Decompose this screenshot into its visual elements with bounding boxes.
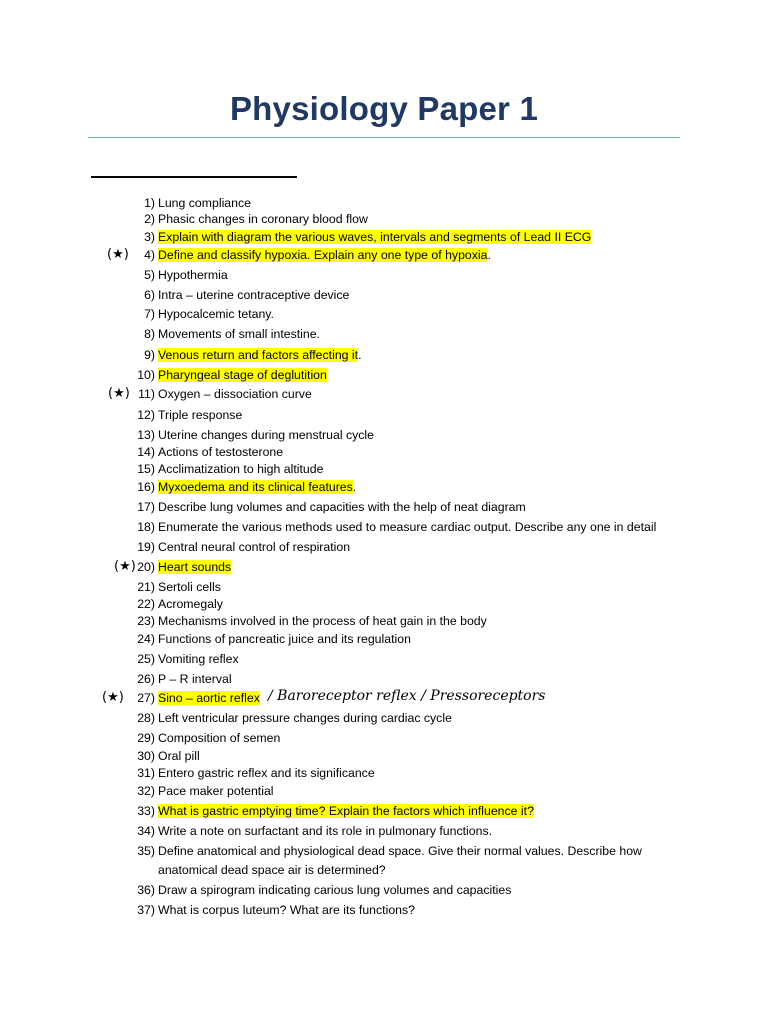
question-text: Sertoli cells xyxy=(158,580,221,594)
question-text: Intra – uterine contraceptive device xyxy=(158,288,350,302)
item-number: 18) xyxy=(137,520,155,534)
question-text: What is corpus luteum? What are its functions? xyxy=(158,903,415,917)
item-text-wrap xyxy=(158,670,232,688)
star-mark-icon: (★) xyxy=(102,690,124,705)
item-number: 2) xyxy=(144,212,155,226)
question-text: Central neural control of respiration xyxy=(158,540,351,554)
item-text-wrap xyxy=(158,630,411,648)
item-number: 20) xyxy=(137,560,155,574)
item-text-wrap xyxy=(158,689,260,707)
question-text: P – R interval xyxy=(158,672,232,686)
question-text: Uterine changes during menstrual cycle xyxy=(158,428,374,442)
item-text-wrap xyxy=(158,650,239,668)
question-text-tail: . xyxy=(352,480,357,494)
item-number: 24) xyxy=(137,632,155,646)
question-text: Phasic changes in coronary blood flow xyxy=(158,212,368,226)
item-number: 34) xyxy=(137,824,155,838)
highlighted-question-text: Heart sounds xyxy=(158,560,232,574)
item-text-wrap xyxy=(158,325,320,343)
question-text: Acclimatization to high altitude xyxy=(158,462,324,476)
item-text-wrap xyxy=(158,595,223,613)
question-text: Composition of semen xyxy=(158,731,281,745)
item-number: 35) xyxy=(137,844,155,858)
item-number: 11) xyxy=(138,387,155,401)
star-mark-icon: (★) xyxy=(107,247,129,262)
item-number: 19) xyxy=(137,540,155,554)
item-text-wrap xyxy=(158,460,323,478)
item-text-wrap xyxy=(158,443,283,461)
item-text-wrap xyxy=(158,406,242,424)
item-number: 16) xyxy=(137,480,155,494)
highlighted-question-text: What is gastric emptying time? Explain the factors which influence it? xyxy=(158,804,534,818)
item-text-wrap xyxy=(158,881,511,899)
item-number: 29) xyxy=(137,731,155,745)
item-number: 14) xyxy=(137,445,155,459)
question-text: Entero gastric reflex and its significance xyxy=(158,766,375,780)
item-text-wrap xyxy=(158,901,415,919)
question-text: Actions of testosterone xyxy=(158,445,284,459)
item-text-wrap xyxy=(158,518,656,536)
item-text-wrap xyxy=(158,578,221,596)
item-text-wrap xyxy=(158,842,642,860)
question-text: Oral pill xyxy=(158,749,200,763)
item-number: 15) xyxy=(137,462,155,476)
star-mark-icon: (★) xyxy=(114,559,136,574)
item-number: 26) xyxy=(137,672,155,686)
item-number: 6) xyxy=(144,288,155,302)
highlighted-question-text: Venous return and factors affecting it xyxy=(158,348,359,362)
page-title: Physiology Paper 1 xyxy=(229,90,539,127)
highlighted-question-text: Myxoedema and its clinical features xyxy=(158,480,353,494)
highlighted-question-text: Sino – aortic reflex xyxy=(158,691,260,705)
question-text: Enumerate the various methods used to measure cardiac output. Describe any one in detail xyxy=(158,520,657,534)
item-number: 12) xyxy=(137,408,155,422)
item-number: 25) xyxy=(137,652,155,666)
item-number: 31) xyxy=(137,766,155,780)
item-number: 4) xyxy=(144,248,155,262)
question-text: Define anatomical and physiological dead space. Give their normal values. Describe how xyxy=(158,844,642,858)
item-text-wrap xyxy=(158,246,491,264)
item-text-wrap xyxy=(158,538,350,556)
question-text: Triple response xyxy=(158,408,243,422)
item-number: 21) xyxy=(137,580,155,594)
item-text-wrap xyxy=(158,385,312,403)
highlighted-question-text: Define and classify hypoxia. Explain any one type of hypoxia xyxy=(158,248,488,262)
item-number: 10) xyxy=(137,368,155,382)
item-text-wrap xyxy=(158,210,368,228)
item-number: 9) xyxy=(144,348,155,362)
question-text: Left ventricular pressure changes during cardiac cycle xyxy=(158,711,452,725)
item-text-wrap xyxy=(158,266,228,284)
handwritten-note: / Baroreceptor reflex / Pressoreceptors xyxy=(268,688,546,704)
question-text: Mechanisms involved in the process of heat gain in the body xyxy=(158,614,487,628)
item-number: 1) xyxy=(144,196,155,210)
item-text-wrap xyxy=(158,366,327,384)
question-text: anatomical dead space air is determined? xyxy=(158,863,386,877)
item-text-wrap xyxy=(158,305,274,323)
question-text: Hypothermia xyxy=(158,268,228,282)
highlighted-question-text: Pharyngeal stage of deglutition xyxy=(158,368,327,382)
item-text-wrap xyxy=(158,747,200,765)
item-number: 33) xyxy=(137,804,155,818)
question-text: Vomiting reflex xyxy=(158,652,239,666)
item-number: 23) xyxy=(137,614,155,628)
item-number: 22) xyxy=(137,597,155,611)
question-text-tail: . xyxy=(487,248,491,262)
item-number: 17) xyxy=(137,500,155,514)
question-text: Draw a spirogram indicating carious lung volumes and capacities xyxy=(158,883,512,897)
question-text: Lung compliance xyxy=(158,196,251,210)
item-number: 37) xyxy=(137,903,155,917)
question-text: Functions of pancreatic juice and its regulation xyxy=(158,632,411,646)
item-text-wrap xyxy=(158,764,375,782)
highlighted-question-text: Explain with diagram the various waves, intervals and segments of Lead II ECG xyxy=(158,230,592,244)
question-text: Oxygen – dissociation curve xyxy=(158,387,312,401)
item-number: 27) xyxy=(137,691,155,705)
question-text: Pace maker potential xyxy=(158,784,274,798)
item-text-wrap xyxy=(158,426,374,444)
item-text-wrap xyxy=(158,498,526,516)
item-number: 32) xyxy=(137,784,155,798)
item-text-wrap xyxy=(158,861,386,879)
star-mark-icon: (★) xyxy=(108,386,130,401)
item-text-wrap xyxy=(158,286,349,304)
item-number: 28) xyxy=(137,711,155,725)
item-text-wrap xyxy=(158,802,534,820)
item-number: 5) xyxy=(144,268,155,282)
item-number: 30) xyxy=(137,749,155,763)
item-number: 36) xyxy=(137,883,155,897)
item-text-wrap xyxy=(158,228,591,246)
item-number: 3) xyxy=(144,230,155,244)
question-text-tail: . xyxy=(358,348,362,362)
item-number: 7) xyxy=(144,307,155,321)
title-divider xyxy=(88,137,680,138)
item-text-wrap xyxy=(158,782,274,800)
item-text-wrap xyxy=(158,558,231,576)
item-number: 13) xyxy=(137,428,155,442)
item-text-wrap xyxy=(158,822,492,840)
item-text-wrap xyxy=(158,729,280,747)
item-number: 8) xyxy=(144,327,155,341)
item-text-wrap xyxy=(158,709,452,727)
question-text: Write a note on surfactant and its role in pulmonary functions. xyxy=(158,824,493,838)
question-text: Describe lung volumes and capacities with the help of neat diagram xyxy=(158,500,526,514)
item-text-wrap xyxy=(158,612,487,630)
item-text-wrap xyxy=(158,478,356,496)
question-text: Acromegaly xyxy=(158,597,223,611)
item-text-wrap xyxy=(158,346,362,364)
question-text: Movements of small intestine. xyxy=(158,327,320,341)
section-rule xyxy=(91,176,297,178)
question-text: Hypocalcemic tetany. xyxy=(158,307,274,321)
